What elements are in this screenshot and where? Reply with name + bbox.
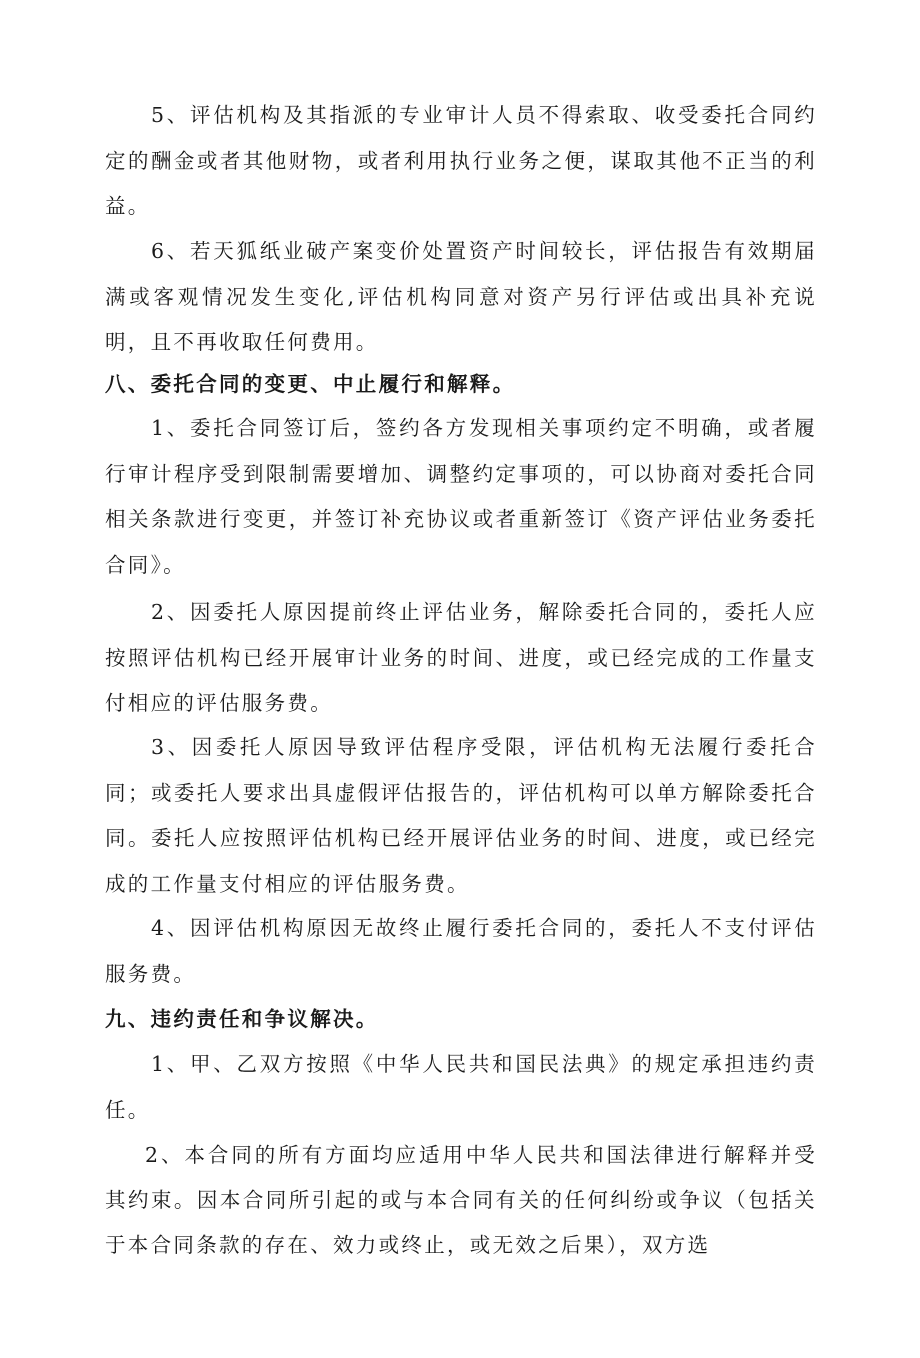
clause-9-1: 1、甲、乙双方按照《中华人民共和国民法典》的规定承担违约责任。	[105, 1052, 817, 1122]
clause-8-2: 2、因委托人原因提前终止评估业务，解除委托合同的，委托人应按照评估机构已经开展审计业务的时间、进度，或已经完成的工作量支付相应的评估服务费。	[105, 600, 817, 715]
section-heading-8: 八、委托合同的变更、中止履行和解释。	[105, 372, 516, 396]
clause-8-3: 3、因委托人原因导致评估程序受限，评估机构无法履行委托合同；或委托人要求出具虚假评估报告的，评估机构可以单方解除委托合同。委托人应按照评估机构已经开展评估业务的时间、进度，或已经完成的工作量支付相应的评估服务费。	[105, 735, 817, 896]
section-heading-9: 九、违约责任和争议解决。	[105, 1007, 379, 1031]
clause-8-1: 1、委托合同签订后，签约各方发现相关事项约定不明确，或者履行审计程序受到限制需要增加、调整约定事项的，可以协商对委托合同相关条款进行变更，并签订补充协议或者重新签订《资产评估业务委托合同》。	[105, 416, 817, 577]
clause-9-2: 2、本合同的所有方面均应适用中华人民共和国法律进行解释并受其约束。因本合同所引起的或与本合同有关的任何纠纷或争议（包括关于本合同条款的存在、效力或终止，或无效之后果），双方选	[105, 1143, 817, 1257]
clause-7-5: 5、评估机构及其指派的专业审计人员不得索取、收受委托合同约定的酬金或者其他财物，或者利用执行业务之便，谋取其他不正当的利益。	[105, 103, 817, 218]
clause-8-4: 4、因评估机构原因无故终止履行委托合同的，委托人不支付评估服务费。	[105, 916, 817, 986]
clause-7-6: 6、若天狐纸业破产案变价处置资产时间较长，评估报告有效期届满或客观情况发生变化,评估机构同意对资产另行评估或出具补充说明，且不再收取任何费用。	[105, 239, 817, 354]
